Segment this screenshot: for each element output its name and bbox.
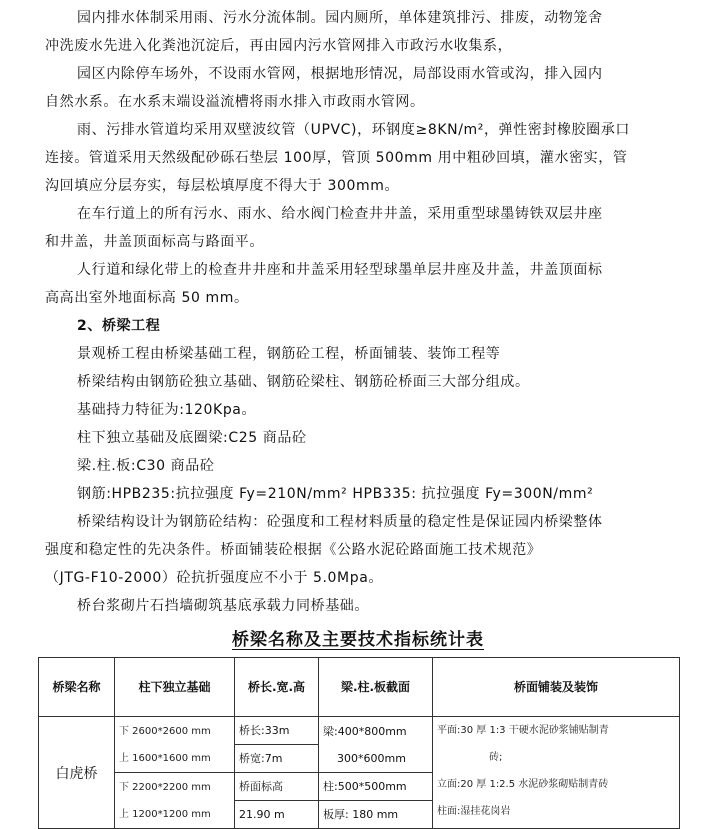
cell-text: 板厚: 180 mm xyxy=(323,808,399,821)
text-line: 园区内除停车场外，不设雨水管网，根据地形情况，局部设雨水管或沟，排入园内 xyxy=(77,66,603,82)
header-cell: 桥长.宽.高 xyxy=(235,658,319,717)
text-line: 高高出室外地面标高 50 mm。 xyxy=(45,290,249,306)
text-line: 景观桥工程由桥梁基础工程，钢筋砼工程，桥面铺装、装饰工程等 xyxy=(77,346,501,362)
header-cell: 柱下独立基础 xyxy=(115,658,235,717)
text-line: 钢筋:HPB235:抗拉强度 Fy=210N/mm² HPB335: 抗拉强度 Fy=300N/mm² xyxy=(77,486,594,502)
header-cell: 桥面铺装及装饰 xyxy=(433,658,680,717)
bridge-spec-table xyxy=(38,657,680,829)
text-line: 自然水系。在水系末端设溢流槽将雨水排入市政雨水管网。 xyxy=(45,94,425,110)
cell-text: 上 1600*1600 mm xyxy=(119,752,211,764)
text-line: 桥台浆砌片石挡墙砌筑基底承载力同桥基础。 xyxy=(77,598,369,614)
cell-text: 立面:20 厚 1:2.5 水泥砂浆砌贴制青砖 xyxy=(437,779,609,790)
cell-text: 桥宽:7m xyxy=(239,752,283,765)
text-line: 桥梁结构由钢筋砼独立基础、钢筋砼梁柱、钢筋砼桥面三大部分组成。 xyxy=(77,374,530,390)
text-line: 连接。管道采用天然级配砂砾石垫层 100厚，管顶 500mm 用中粗砂回填，灌水密实，管 xyxy=(45,150,628,166)
text-line: 冲洗废水先进入化粪池沉淀后，再由园内污水管网排入市政污水收集系， xyxy=(45,38,513,54)
text-line: （JTG-F10-2000）砼抗折强度应不小于 5.0Mpa。 xyxy=(45,570,383,586)
bridge-name-cell: 白虎桥 xyxy=(39,717,115,829)
cell-text: 下 2600*2600 mm xyxy=(119,725,211,737)
table-cell xyxy=(235,717,319,773)
cell-text: 柱面:湿挂花岗岩 xyxy=(437,806,511,817)
text-line: 柱下独立基础及底圈梁:C25 商品砼 xyxy=(77,430,307,446)
text-line: 在车行道上的所有污水、雨水、给水阀门检查井井盖，采用重型球墨铸铁双层井座 xyxy=(77,206,603,222)
paragraph-sidewalk-manholes xyxy=(45,256,671,312)
table-cell xyxy=(115,773,235,829)
cell-text: 桥长:33m xyxy=(239,724,290,737)
text-line: 和井盖，井盖顶面标高与路面平。 xyxy=(45,234,264,250)
cell-text: 砖; xyxy=(489,752,503,763)
paragraph-drainage-system xyxy=(45,4,671,60)
header-cell: 桥梁名称 xyxy=(39,658,115,717)
cell-text: 上 1200*1200 mm xyxy=(119,808,211,820)
header-cell: 梁.柱.板截面 xyxy=(319,658,433,717)
cell-text: 柱:500*500mm xyxy=(323,780,407,793)
table-cell xyxy=(319,717,433,773)
paragraph-roadway-manholes xyxy=(45,200,671,256)
text-line: 雨、污排水管道均采用双壁波纹管（UPVC)，环钢度≥8KN/m²，弹性密封橡胶圈承口 xyxy=(77,122,630,138)
text-line: 人行道和绿化带上的检查井井座和井盖采用轻型球墨单层井座及井盖，井盖顶面标 xyxy=(77,262,603,278)
table-title xyxy=(0,626,716,654)
cell-text: 梁:400*800mm xyxy=(323,724,407,738)
cell-text: 下 2200*2200 mm xyxy=(119,781,211,793)
cell-text: 300*600mm xyxy=(337,751,406,765)
text-line: 园内排水体制采用雨、污水分流体制。园内厕所，单体建筑排污、排废，动物笼舍 xyxy=(77,10,603,26)
table-header-row xyxy=(39,658,680,717)
text-line: 梁.柱.板:C30 商品砼 xyxy=(77,458,215,474)
paragraph-rainwater xyxy=(45,60,671,116)
paragraph-bridge-structure xyxy=(45,508,671,592)
table-cell xyxy=(235,773,319,829)
table-title-text: 桥梁名称及主要技术指标统计表 xyxy=(232,630,484,650)
text-line: 沟回填应分层夯实，每层松填厚度不得大于 300mm。 xyxy=(45,178,400,194)
cell-text: 桥面标高 xyxy=(239,780,283,793)
paragraph-pipes xyxy=(45,116,671,200)
table-row xyxy=(39,717,680,773)
section-heading: 2、桥梁工程 xyxy=(77,318,161,334)
text-line: 强度和稳定性的先决条件。桥面铺装砼根据《公路水泥砼路面施工技术规范》 xyxy=(45,542,542,558)
table-cell xyxy=(319,773,433,829)
table-cell xyxy=(433,717,680,829)
cell-text: 平面:30 厚 1:3 干硬水泥砂浆铺贴制青 xyxy=(437,725,609,736)
cell-text: 21.90 m xyxy=(239,808,285,821)
text-line: 桥梁结构设计为钢筋砼结构：砼强度和工程材料质量的稳定性是保证园内桥梁整体 xyxy=(77,514,603,530)
text-line: 基础持力特征为:120Kpa。 xyxy=(77,402,257,418)
table-cell xyxy=(115,717,235,773)
